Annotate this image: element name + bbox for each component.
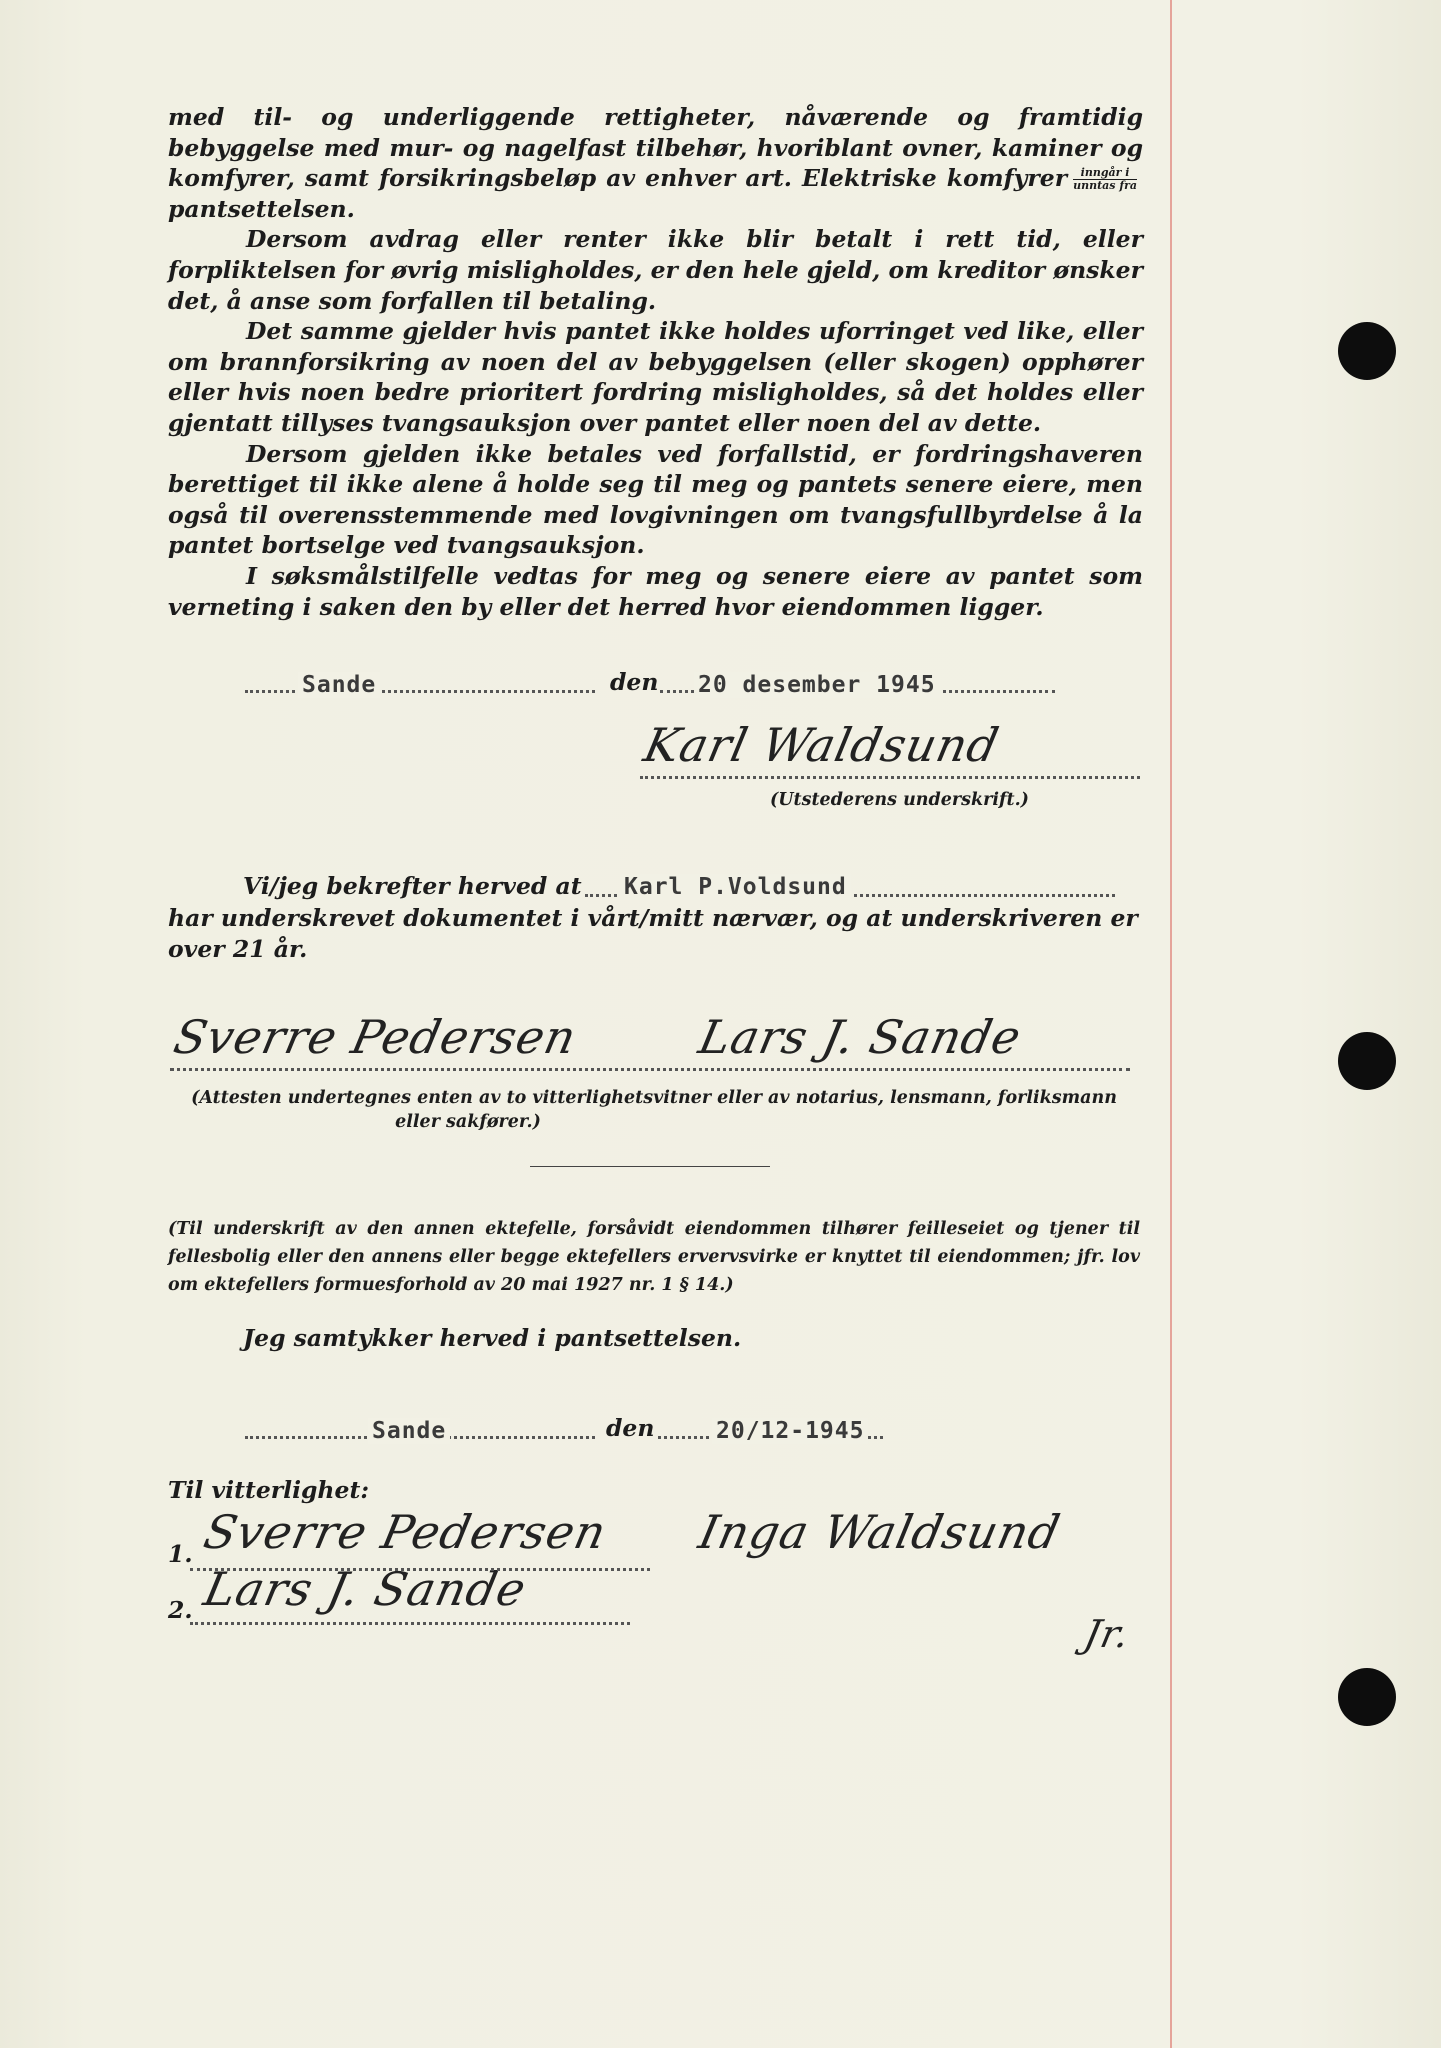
punch-hole: [1338, 1668, 1396, 1726]
consent-date: 20/12-1945: [712, 1418, 868, 1444]
paragraph: Dersom avdrag eller renter ikke blir betalt i rett tid, eller forpliktelsen for øvrig misligholdes, er den hele gjeld, om kreditor ønsker det, å anse som forfallen til betaling.: [168, 225, 1143, 315]
witness-dots: [190, 1622, 630, 1625]
paragraph: I søksmålstilfelle vedtas for meg og senere eiere av pantet som verneting i saken den by eller det herred hvor eiendommen ligger.: [168, 561, 1143, 621]
initials: Jr.: [1080, 1612, 1134, 1656]
punch-hole: [1338, 322, 1396, 380]
witness-signature: Sverre Pedersen: [199, 1505, 612, 1559]
signature-dots: [640, 776, 1140, 779]
witness-signature: Lars J. Sande: [199, 1562, 532, 1616]
attest-note: (Attesten undertegnes enten av to vitterlighetsvitner eller av notarius, lensmann, forliksmann: [191, 1088, 1117, 1108]
separator-rule: [530, 1166, 770, 1167]
witness-dots: [170, 1068, 1130, 1071]
paragraph: med til- og underliggende rettigheter, nåværende og framtidig bebyggelse med mur- og nagelfast tilbehør, hvoriblant ovner, kaminer og komfyrer, samt forsikringsbeløp av enhver art. Elektriske komfyrer $\frac{\text{inngår i}}{\text{unntas fra}}$ pantsettelsen.: [168, 103, 1143, 223]
witness-heading: Til vitterlighet:: [168, 1476, 370, 1504]
spouse-signature: Inga Waldsund: [694, 1505, 1066, 1559]
attest-lead: Vi/jeg bekrefter herved at: [243, 872, 582, 900]
punch-hole: [1338, 1032, 1396, 1090]
attest-line: har underskrevet dokumentet i vårt/mitt nærvær, og at underskriveren er: [168, 904, 1138, 932]
mortgage-terms: [168, 102, 1143, 622]
attest-name: Karl P.Voldsund: [620, 874, 851, 900]
spouse-note: (Til underskrift av den annen ektefelle, forsåvidt eiendommen tilhører feilleseiet og tjener til fellesbolig eller den annens eller begge ektefellers ervervsvirke er knyttet til eiendommen; jfr. lov om ektefellers formuesforhold av 20 mai 1927 nr. 1 § 14.): [168, 1219, 1140, 1295]
consent-text: Jeg samtykker herved i pantsettelsen.: [243, 1324, 742, 1352]
witness-number: 2.: [168, 1596, 193, 1624]
den-label: den: [606, 1414, 655, 1442]
witness-signature: Sverre Pedersen: [169, 1010, 582, 1064]
witness-dots: [190, 1568, 650, 1571]
paragraph: Dersom gjelden ikke betales ved forfallstid, er fordringshaveren berettiget til ikke alene å holde seg til meg og pantets senere eiere, men også til overensstemmende med lovgivningen om tvangsfullbyrdelse å la pantet bortselge ved tvangsauksjon.: [168, 439, 1143, 560]
attest-note: eller sakfører.): [395, 1112, 541, 1132]
issuer-caption: (Utstederens underskrift.): [770, 790, 1029, 810]
fraction: $\frac{\text{inngår i}}{\text{unntas fra}}$: [1073, 166, 1137, 193]
paragraph: Det samme gjelder hvis pantet ikke holdes uforringet ved like, eller om brannforsikring av noen del av bebyggelsen (eller skogen) opphører eller hvis noen bedre prioritert fordring misligholdes, så det holdes eller gjentatt tillyses tvangsauksjon over pantet eller noen del av dette.: [168, 317, 1143, 437]
den-label: den: [610, 668, 659, 696]
issuer-signature: Karl Waldsund: [639, 718, 1005, 772]
consent-place: Sande: [368, 1418, 450, 1444]
witness-signature: Lars J. Sande: [694, 1010, 1027, 1064]
witness-number: 1.: [168, 1540, 193, 1568]
issue-date: 20 desember 1945: [694, 672, 940, 698]
margin-line: [1170, 0, 1172, 2048]
issue-place: Sande: [298, 672, 380, 698]
attest-line: over 21 år.: [168, 935, 308, 963]
